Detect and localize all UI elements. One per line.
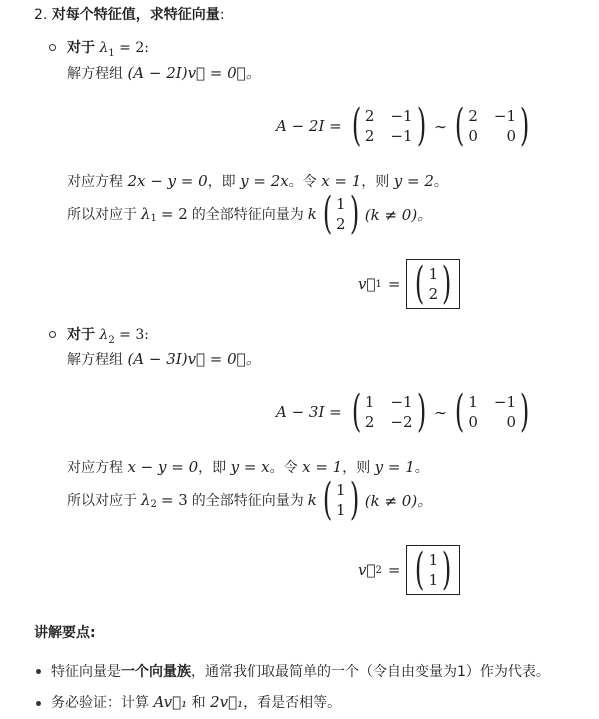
case1-all-vector: ( 1 2 ) — [322, 188, 359, 239]
math: x = 1 — [321, 172, 362, 190]
case1-bullet — [49, 44, 56, 51]
case1-tilde: ∼ — [433, 116, 448, 136]
math: k — [307, 491, 317, 509]
math: 1 — [375, 278, 382, 290]
text: 对应方程 — [67, 460, 123, 476]
step-number: 2. — [34, 7, 48, 23]
case1-solve-math: (A − 2I)v⃗ = 0⃗。 — [127, 64, 261, 82]
case1-solve — [67, 62, 261, 83]
text: ，则 — [342, 460, 371, 476]
case2-all-vectors — [67, 476, 432, 524]
math: y = 1 — [374, 458, 415, 476]
case1-result-box: ( 1 2 ) — [406, 259, 460, 309]
text: ，即 — [198, 460, 227, 476]
case1-result — [358, 257, 460, 311]
text: 。令 — [269, 460, 298, 476]
case1-matrix-lhs: A − 2I = — [276, 117, 342, 135]
math: y = x — [230, 458, 270, 476]
vector-cell: 2 — [336, 215, 346, 233]
math: v⃗ — [358, 275, 376, 293]
note1-bullet — [36, 669, 41, 674]
math: 1 — [150, 213, 157, 224]
case2-solve-math: (A − 3I)v⃗ = 0⃗。 — [127, 350, 261, 368]
case2-result — [358, 543, 460, 597]
case2-lambda-sub: 2 — [108, 334, 115, 346]
matrix-cell: 2 — [364, 107, 375, 125]
case2-solve-text: 解方程组 — [67, 352, 123, 368]
note1 — [51, 661, 550, 681]
matrix-cell: −2 — [390, 413, 413, 431]
case1-matrix-b: ( 2 −1 0 0 ) — [455, 100, 530, 151]
vector-cell: 1 — [336, 481, 346, 499]
vector-cell: 1 — [428, 551, 439, 569]
case1-eq-value: = 2: — [119, 40, 149, 56]
math: 2 — [375, 564, 382, 576]
text: 。 — [414, 460, 429, 476]
case2-all-vector: ( 1 1 ) — [322, 474, 359, 525]
matrix-cell: −1 — [493, 107, 517, 125]
vector-cell: 2 — [428, 285, 439, 303]
case2-bullet — [49, 331, 56, 338]
matrix-cell: 1 — [364, 393, 375, 411]
case1-solve-text: 解方程组 — [67, 66, 123, 82]
vector-cell: 1 — [428, 265, 439, 283]
emphasis: 一个向量族 — [121, 664, 191, 680]
text: 的全部特征向量为 — [191, 493, 304, 509]
math: (k ≠ 0)。 — [364, 205, 433, 224]
note2-bullet — [36, 701, 41, 706]
math: (k ≠ 0)。 — [364, 491, 433, 510]
matrix-cell: 0 — [468, 413, 478, 431]
math: v⃗ — [358, 561, 376, 579]
math: 2 — [150, 499, 157, 510]
math: 2v⃗₁ — [210, 693, 244, 711]
matrix-cell: 0 — [468, 127, 478, 145]
math: = — [387, 561, 401, 579]
matrix-cell: −1 — [390, 107, 413, 125]
text: ，通常我们取最简单的一个（令自由变量为1）作为代表。 — [191, 664, 550, 680]
matrix-cell: 0 — [506, 413, 517, 431]
matrix-cell: 0 — [506, 127, 517, 145]
math: = 3 — [160, 491, 188, 509]
case1-matrix-row — [276, 101, 533, 151]
case1-lambda: λ — [99, 40, 109, 56]
matrix-cell: −1 — [390, 393, 413, 411]
case1-equation — [67, 171, 448, 191]
step-heading — [34, 4, 225, 24]
text: ，看是否相等。 — [243, 695, 342, 711]
math: λ — [141, 491, 151, 509]
case2-lambda: λ — [99, 327, 109, 343]
case1-all-vectors — [67, 190, 432, 238]
math: Av⃗₁ — [153, 693, 188, 711]
math: y = 2x — [240, 172, 289, 190]
matrix-cell: −1 — [390, 127, 413, 145]
vector-cell: 1 — [428, 571, 439, 589]
text: ，则 — [361, 174, 390, 190]
text: 。 — [433, 174, 448, 190]
text: 所以对应于 — [67, 493, 137, 509]
notes-heading: 讲解要点: — [34, 625, 96, 641]
matrix-cell: −1 — [493, 393, 517, 411]
vector-cell: 1 — [336, 501, 346, 519]
math: 2x − y = 0 — [127, 172, 208, 190]
step-colon: : — [219, 7, 225, 23]
text: 所以对应于 — [67, 207, 137, 223]
text: ，即 — [207, 174, 236, 190]
note2 — [51, 692, 341, 712]
case2-matrix-b: ( 1 −1 0 0 ) — [455, 386, 530, 437]
case1-title — [67, 37, 149, 59]
text: 和 — [191, 695, 206, 711]
math: = — [387, 275, 401, 293]
case2-equation — [67, 457, 429, 477]
case2-matrix-a: ( 1 −1 2 −2 ) — [351, 386, 426, 437]
math: x − y = 0 — [127, 458, 199, 476]
vector-cell: 1 — [336, 195, 346, 213]
case1-matrix-a: ( 2 −1 2 −1 ) — [351, 100, 426, 151]
case2-label: 对于 — [67, 327, 95, 343]
text: 的全部特征向量为 — [191, 207, 304, 223]
case2-solve — [67, 348, 261, 369]
case1-lambda-sub: 1 — [108, 47, 115, 59]
math: k — [307, 205, 317, 223]
case2-title — [67, 324, 149, 346]
math: = 2 — [160, 205, 188, 223]
matrix-cell: 2 — [468, 107, 478, 125]
text: 。令 — [288, 174, 317, 190]
case2-eq-value: = 3: — [119, 327, 149, 343]
matrix-cell: 2 — [364, 413, 375, 431]
step-title: 对每个特征值，求特征向量 — [51, 7, 220, 23]
case1-label: 对于 — [67, 40, 95, 56]
math: x = 1 — [302, 458, 343, 476]
case2-matrix-lhs: A − 3I = — [276, 403, 342, 421]
math: λ — [141, 205, 151, 223]
case2-matrix-row — [276, 387, 533, 437]
case2-tilde: ∼ — [433, 402, 448, 422]
matrix-cell: 1 — [468, 393, 478, 411]
text: 对应方程 — [67, 174, 123, 190]
matrix-cell: 2 — [364, 127, 375, 145]
math: y = 2 — [393, 172, 434, 190]
text: 务必验证：计算 — [51, 695, 149, 711]
text: 特征向量是 — [51, 664, 121, 680]
case2-result-box: ( 1 1 ) — [406, 545, 460, 595]
